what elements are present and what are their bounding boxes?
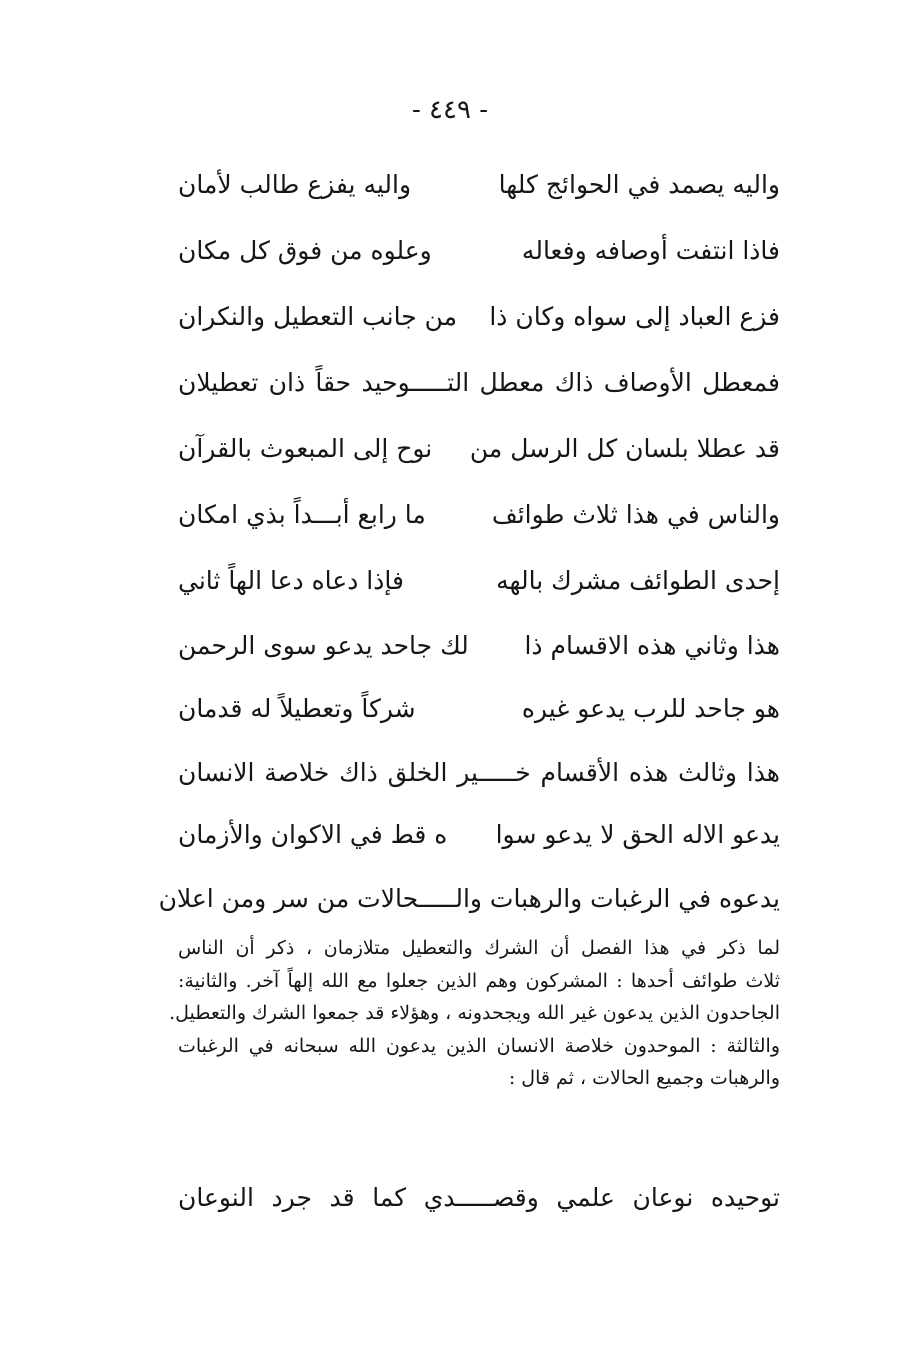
verse-first-hemistich: إحدى الطوائف مشرك بالهه — [496, 566, 780, 595]
verse-line — [178, 229, 780, 273]
verse-second-hemistich: لك جاحد يدعو سوى الرحمن — [178, 631, 469, 660]
commentary-paragraph — [169, 932, 780, 1095]
verse-line — [178, 1176, 780, 1220]
verse-full-line: يدعوه في الرغبات والرهبات والـــــحالات من سر ومن اعلان — [158, 884, 780, 913]
verse-second-hemistich: شركاً وتعطيلاً له قدمان — [178, 694, 416, 723]
verse-first-hemistich: فاذا انتفت أوصافه وفعاله — [521, 236, 780, 265]
verse-first-hemistich: قد عطلا بلسان كل الرسل من — [469, 434, 780, 463]
verse-line — [178, 813, 780, 857]
verse-full-line: توحيده نوعان علمي وقصـــــدي كما قد جرد النوعان — [178, 1183, 780, 1212]
verse-line — [178, 624, 780, 668]
verse-first-hemistich: والناس في هذا ثلاث طوائف — [491, 500, 780, 529]
verse-line — [178, 427, 780, 471]
verse-first-hemistich: هو جاحد للرب يدعو غيره — [521, 694, 780, 723]
verse-second-hemistich: ه قط في الاكوان والأزمان — [178, 820, 448, 849]
verse-line — [178, 493, 780, 537]
verse-line — [178, 559, 780, 603]
verse-second-hemistich: ما رابع أبـــداً بذي امكان — [178, 500, 426, 529]
commentary-line: لما ذكر في هذا الفصل أن الشرك والتعطيل متلازمان ، ذكر أن الناس — [178, 937, 780, 959]
verse-second-hemistich: نوح إلى المبعوث بالقرآن — [178, 434, 433, 463]
verse-first-hemistich: هذا وثاني هذه الاقسام ذا — [524, 631, 780, 660]
verse-line — [178, 361, 780, 405]
verse-line — [158, 877, 780, 921]
verse-first-hemistich: فزع العباد إلى سواه وكان ذا — [489, 302, 780, 331]
commentary-line: الجاحدون الذين يدعون غير الله ويجحدونه ، وهؤلاء قد جمعوا الشرك والتعطيل. — [169, 1002, 780, 1024]
verse-full-line: فمعطل الأوصاف ذاك معطل التـــــوحيد حقاً ذان تعطيلان — [178, 368, 780, 397]
verse-second-hemistich: وعلوه من فوق كل مكان — [178, 236, 432, 265]
commentary-line: والثالثة : الموحدون خلاصة الانسان الذين يدعون الله سبحانه في الرغبات — [178, 1034, 780, 1057]
verse-line — [178, 687, 780, 731]
verse-full-line: هذا وثالث هذه الأقسام خـــــير الخلق ذاك خلاصة الانسان — [178, 758, 780, 787]
verse-first-hemistich: واليه يصمد في الحوائج كلها — [498, 170, 780, 199]
commentary-line: والرهبات وجميع الحالات ، ثم قال : — [508, 1067, 780, 1089]
page-number: - ٤٤٩ - — [411, 95, 489, 125]
verse-first-hemistich: يدعو الاله الحق لا يدعو سوا — [495, 820, 780, 849]
verse-second-hemistich: فإذا دعاه دعا الهاً ثاني — [178, 566, 404, 595]
verse-second-hemistich: من جانب التعطيل والنكران — [178, 302, 458, 331]
verse-line — [178, 751, 780, 795]
commentary-line: ثلاث طوائف أحدها : المشركون وهم الذين جعلوا مع الله إلهاً آخر. والثانية: — [178, 969, 780, 992]
verse-line — [178, 163, 780, 207]
verse-second-hemistich: واليه يفزع طالب لأمان — [178, 170, 412, 199]
verse-line — [178, 295, 780, 339]
